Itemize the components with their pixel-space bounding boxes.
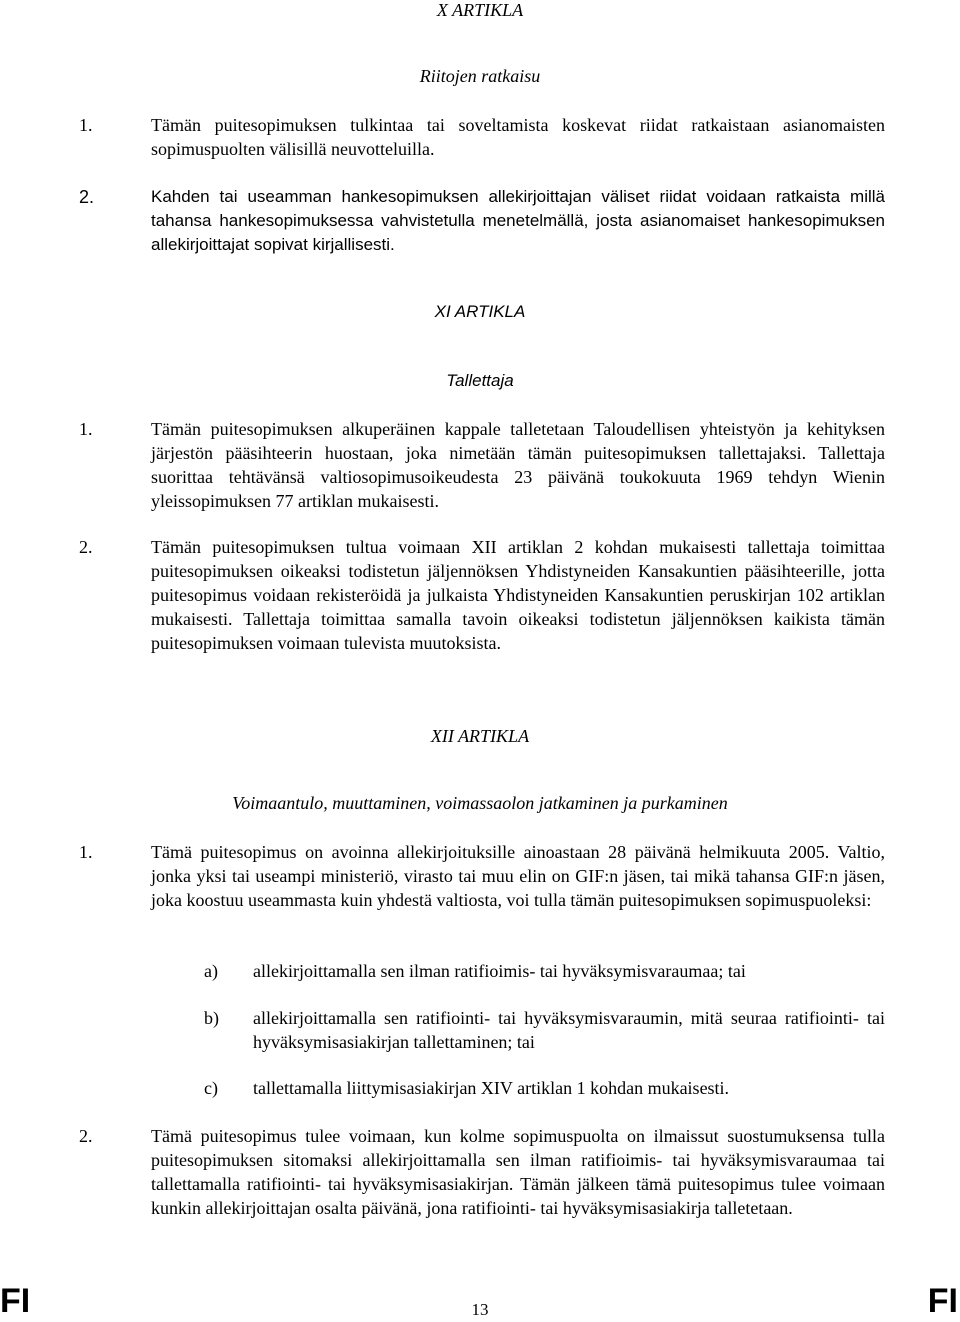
list-item-a-text: allekirjoittamalla sen ilman ratifioimis- tai hyväksymisvaraumaa; tai [253,961,746,981]
list-item-c-label: c) [204,1078,218,1098]
list-item-c-text: tallettamalla liittymisasiakirjan XIV artiklan 1 kohdan mukaisesti. [253,1078,730,1098]
article-x-para2-number: 2. [79,187,95,207]
page-number: 13 [471,1300,489,1319]
article-xii-para2: Tämä puitesopimus tulee voimaan, kun kolme sopimuspuolta on ilmaissut suostumuksensa tulla puitesopimuksen sitomaksi allekirjoittamalla sen ilman ratifioimis- tai hyväksymisvaraumaa tai tallettamalla ratifiointi- tai hyväksymisasiakirjan. Tämän jälkeen tämä puitesopimus tulee voimaan kunkin allekirjoittajan osalta päivänä, jona ratifiointi- tai hyväksymisasiakirja talletetaan. [151,1126,885,1218]
footer-language-code-right: FI [927,1282,958,1320]
footer-language-code-left: FI [0,1282,31,1320]
article-xi-heading: XI ARTIKLA [434,302,526,321]
article-x-heading: X ARTIKLA [436,0,524,20]
article-xi-subtitle: Tallettaja [446,371,514,390]
article-x-para1-number: 1. [79,115,93,135]
article-xii-para2-number: 2. [79,1126,93,1146]
article-xi-para2-number: 2. [79,537,93,557]
article-xii-subtitle: Voimaantulo, muuttaminen, voimassaolon jatkaminen ja purkaminen [232,793,728,813]
list-item-b-label: b) [204,1008,219,1028]
article-xi-para2: Tämän puitesopimuksen tultua voimaan XII artiklan 2 kohdan mukaisesti tallettaja toimittaa puitesopimuksen oikeaksi todistetun jäljennöksen Yhdistyneiden Kansakuntien pääsihteerille, jotta puitesopimus voidaan rekisteröidä ja julkaista Yhdistyneiden Kansakuntien peruskirjan 102 artiklan mukaisesti. Tallettaja toimittaa samalla tavoin oikeaksi todistetun jäljennöksen kaikista tämän puitesopimuksen voimaan tulevista muutoksista. [151,537,885,653]
article-xii-para1: Tämä puitesopimus on avoinna allekirjoituksille ainoastaan 28 päivänä helmikuuta 2005. Valtio, jonka yksi tai useampi ministeriö, virasto tai muu elin on GIF:n jäsen, tai mikä tahansa GIF:n jäsen, joka koostuu useammasta kuin yhdestä valtiosta, voi tulla tämän puitesopimuksen sopimuspuoleksi: [151,842,885,910]
list-item-a-label: a) [204,961,218,981]
article-xii-para1-number: 1. [79,842,93,862]
list-item-b-text: allekirjoittamalla sen ratifiointi- tai hyväksymisvaraumin, mitä seuraa ratifiointi- tai hyväksymisasiakirjan tallettaminen; tai [253,1008,885,1052]
article-x-subtitle: Riitojen ratkaisu [419,66,541,86]
article-x-para2: Kahden tai useamman hankesopimuksen allekirjoittajan väliset riidat voidaan ratkaista millä tahansa hankesopimuksessa vahvistetulla menetelmällä, josta asianomaiset hankesopimuksen allekirjoittajat sopivat kirjallisesti. [151,187,885,254]
article-xii-heading: XII ARTIKLA [430,726,530,746]
article-xi-para1-number: 1. [79,419,93,439]
article-x-para1: Tämän puitesopimuksen tulkintaa tai soveltamista koskevat riidat ratkaistaan asianomaisten sopimuspuolten välisillä neuvotteluilla. [151,115,885,159]
article-xi-para1: Tämän puitesopimuksen alkuperäinen kappale talletetaan Taloudellisen yhteistyön ja kehityksen järjestön pääsihteerin huostaan, joka nimetään tämän puitesopimuksen tallettajaksi. Tallettaja suorittaa tehtävänsä valtiosopimusoikeudesta 23 päivänä toukokuuta 1969 tehdyn Wienin yleissopimuksen 77 artiklan mukaisesti. [151,419,885,511]
